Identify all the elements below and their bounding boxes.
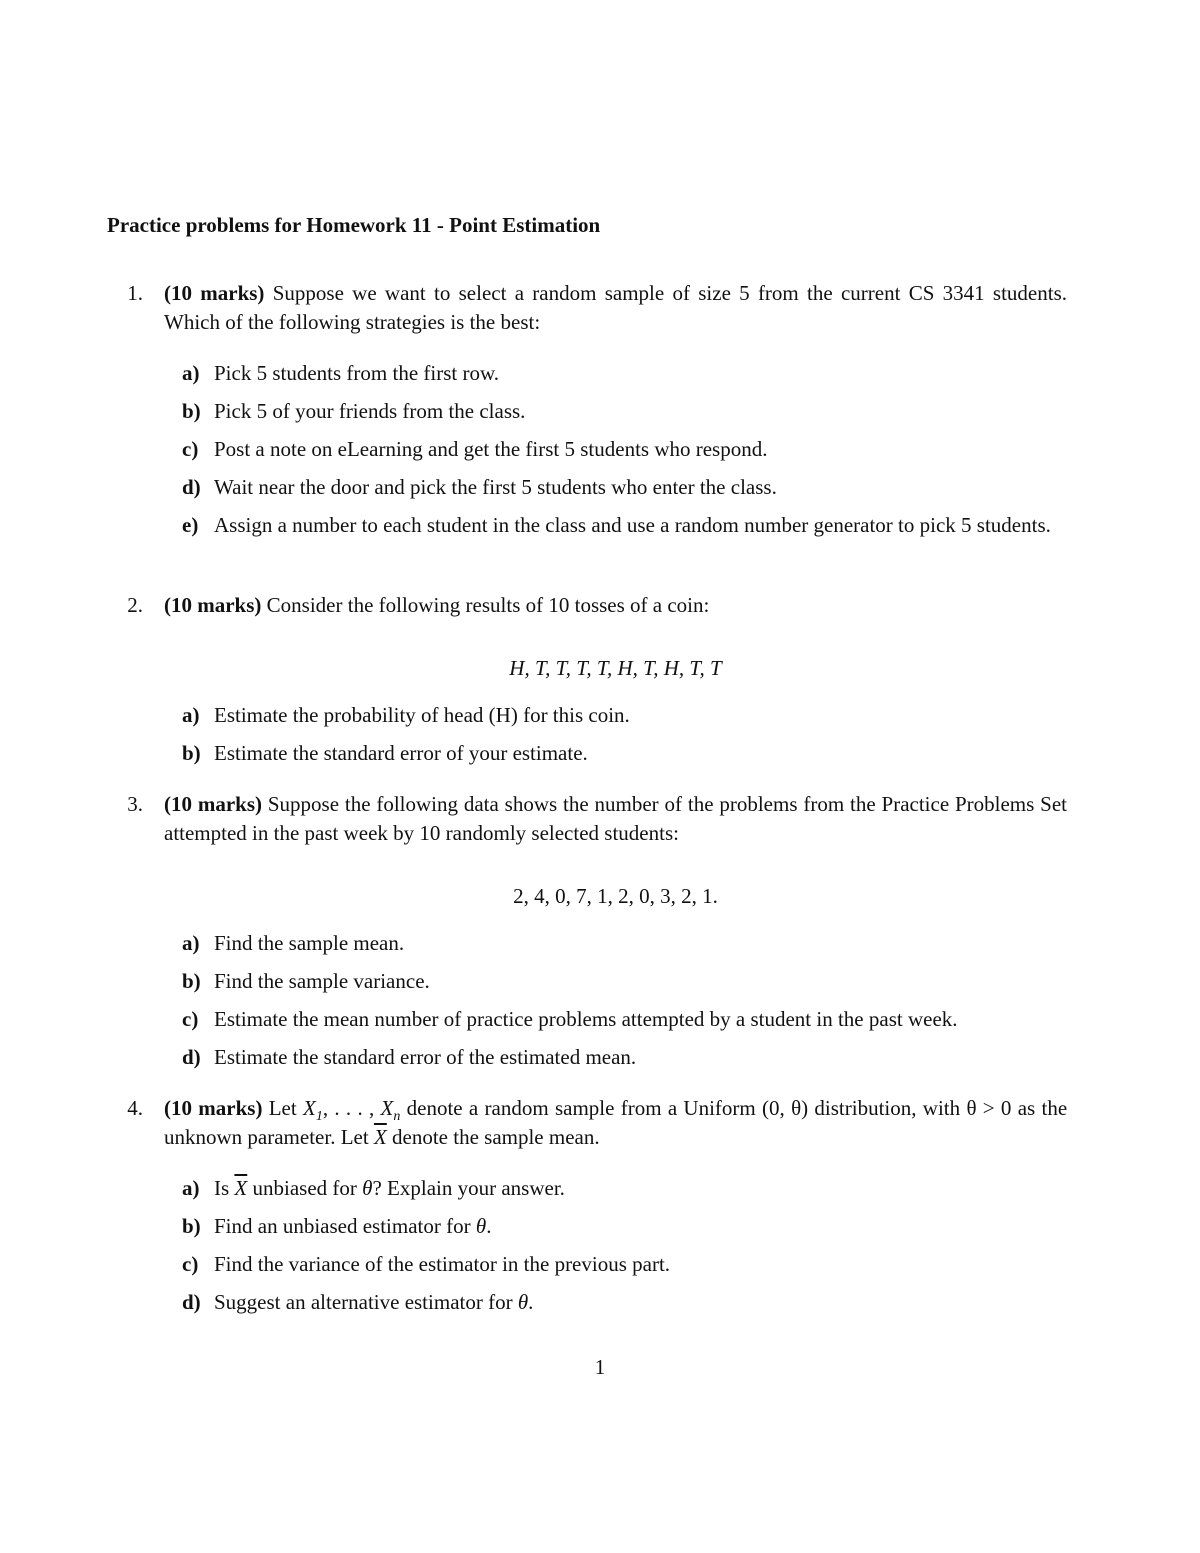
part-label: d) xyxy=(182,1290,201,1314)
part-item xyxy=(182,701,1067,730)
part-text: Pick 5 students from the first row. xyxy=(214,361,500,385)
math-theta: θ xyxy=(517,1290,529,1314)
part-text: Is xyxy=(214,1176,230,1200)
part-text: Assign a number to each student in the class and use a random number generator to pick 5 students. xyxy=(214,513,1051,537)
problem-number: 1. xyxy=(127,281,143,305)
part-label: b) xyxy=(182,741,201,765)
part-label: c) xyxy=(182,1007,199,1031)
part-label: a) xyxy=(182,1176,200,1200)
part-item xyxy=(182,435,1067,464)
part-item xyxy=(182,1043,1067,1072)
part-label: e) xyxy=(182,513,199,537)
problem-marks: (10 marks) xyxy=(164,593,262,617)
part-label: c) xyxy=(182,437,199,461)
problem-text: Suppose we want to select a random sample of size 5 from the current CS 3341 students. Which of the following strategies is the best: xyxy=(164,281,1068,334)
problem-4 xyxy=(107,1094,1067,1317)
problem-statement xyxy=(164,1094,1067,1152)
problem-parts xyxy=(182,701,1067,768)
data-values: 2, 4, 0, 7, 1, 2, 0, 3, 2, 1. xyxy=(513,884,718,908)
part-label: b) xyxy=(182,969,201,993)
part-item xyxy=(182,1212,1067,1241)
part-text: Estimate the probability of head (H) for this coin. xyxy=(214,703,630,727)
part-text: Find the sample mean. xyxy=(214,931,405,955)
problem-3 xyxy=(107,790,1067,1072)
problem-text: denote the sample mean. xyxy=(392,1125,600,1149)
part-label: b) xyxy=(182,399,201,423)
part-text: Estimate the standard error of the estimated mean. xyxy=(214,1045,637,1069)
part-text: Find the variance of the estimator in the previous part. xyxy=(214,1252,671,1276)
part-text: Wait near the door and pick the first 5 students who enter the class. xyxy=(214,475,777,499)
problem-statement xyxy=(164,790,1067,848)
part-label: d) xyxy=(182,475,201,499)
part-text: Find the sample variance. xyxy=(214,969,430,993)
problem-number: 2. xyxy=(127,593,143,617)
problem-text: Let xyxy=(268,1096,297,1120)
math-dots: , . . . , xyxy=(322,1096,375,1120)
problem-text: denote a random sample from a Uniform xyxy=(406,1096,756,1120)
problem-1 xyxy=(107,279,1067,540)
problem-text: Suppose the following data shows the number of the problems from the Practice Problems Set attempted in the past week by 10 randomly selected students: xyxy=(164,792,1067,845)
part-item xyxy=(182,1288,1067,1317)
problem-statement xyxy=(164,279,1067,337)
math-theta-condition: θ > 0 xyxy=(966,1096,1012,1120)
part-item xyxy=(182,359,1067,388)
problem-text: Consider the following results of 10 tosses of a coin: xyxy=(266,593,710,617)
part-label: c) xyxy=(182,1252,199,1276)
math-interval: (0, θ) xyxy=(762,1096,809,1120)
part-text: Find an unbiased estimator for xyxy=(214,1214,471,1238)
math-xbar: $\overline{X}$ xyxy=(373,1125,387,1149)
problem-number: 3. xyxy=(127,792,143,816)
math-theta: θ xyxy=(362,1176,373,1200)
math-x1: $X_1$ xyxy=(303,1096,323,1125)
part-text: Suggest an alternative estimator for xyxy=(214,1290,513,1314)
problem-parts xyxy=(182,1174,1067,1317)
page-title: Practice problems for Homework 11 - Point Estimation xyxy=(107,213,601,237)
coin-toss-results: H, T, T, T, T, H, T, H, T, T xyxy=(509,656,722,680)
part-item xyxy=(182,739,1067,768)
problem-number: 4. xyxy=(127,1096,143,1120)
math-xbar: $\overline{X}$ xyxy=(234,1176,248,1200)
part-item xyxy=(182,1250,1067,1279)
part-label: a) xyxy=(182,931,200,955)
problem-text: distribution, with xyxy=(814,1096,961,1120)
part-text: unbiased for xyxy=(252,1176,357,1200)
problem-text: as the unknown parameter. Let xyxy=(164,1096,1068,1149)
math-xn: $X_n$ xyxy=(380,1096,401,1125)
problem-statement xyxy=(164,591,1067,620)
part-text: . xyxy=(486,1214,492,1238)
part-item xyxy=(182,511,1067,540)
part-label: d) xyxy=(182,1045,201,1069)
part-text: Estimate the mean number of practice problems attempted by a student in the past week. xyxy=(214,1007,958,1031)
part-text: Pick 5 of your friends from the class. xyxy=(214,399,526,423)
part-item xyxy=(182,967,1067,996)
part-text: Estimate the standard error of your estimate. xyxy=(214,741,588,765)
part-item xyxy=(182,1005,1067,1034)
page-number: 1 xyxy=(594,1355,606,1379)
part-label: b) xyxy=(182,1214,201,1238)
problem-2 xyxy=(107,591,1067,768)
part-text: ? Explain your answer. xyxy=(372,1176,565,1200)
part-item xyxy=(182,473,1067,502)
math-theta: θ xyxy=(475,1214,487,1238)
part-item xyxy=(182,929,1067,958)
part-text: . xyxy=(528,1290,534,1314)
part-item xyxy=(182,1174,1067,1203)
problem-parts xyxy=(182,359,1067,540)
problem-marks: (10 marks) xyxy=(164,1096,263,1120)
problem-marks: (10 marks) xyxy=(164,792,262,816)
problem-parts xyxy=(182,929,1067,1072)
part-item xyxy=(182,397,1067,426)
part-text: Post a note on eLearning and get the first 5 students who respond. xyxy=(214,437,768,461)
part-label: a) xyxy=(182,361,200,385)
problem-marks: (10 marks) xyxy=(164,281,265,305)
part-label: a) xyxy=(182,703,200,727)
